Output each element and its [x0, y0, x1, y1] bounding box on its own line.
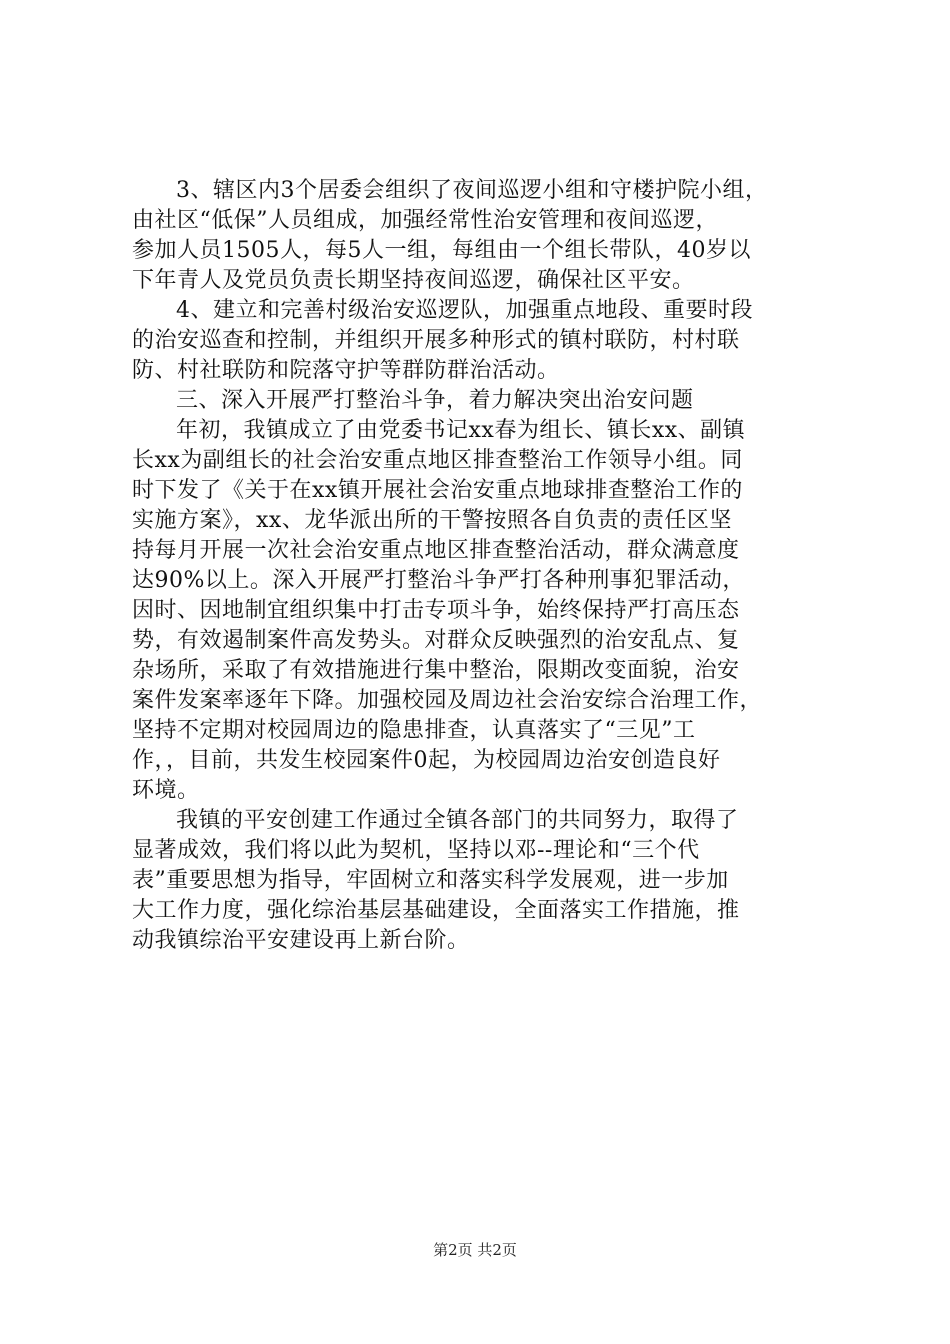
text-line: 表”重要思想为指导，牢固树立和落实科学发展观，进一步加: [132, 868, 729, 893]
text-line: 三、深入开展严打整治斗争，着力解决突出治安问题: [176, 388, 694, 413]
text-line: 参加人员1505人，每5人一组，每组由一个组长带队，40岁以: [132, 238, 751, 263]
text-line: 由社区“低保”人员组成，加强经常性治安管理和夜间巡逻，: [132, 208, 718, 233]
text-line: 环境。: [132, 778, 200, 803]
text-line: 杂场所，采取了有效措施进行集中整治，限期改变面貌，治安: [132, 658, 740, 683]
text-line: 我镇的平安创建工作通过全镇各部门的共同努力，取得了: [176, 808, 739, 833]
text-line: 的治安巡查和控制，并组织开展多种形式的镇村联防，村村联: [132, 328, 740, 353]
text-line: 坚持不定期对校园周边的隐患排查，认真落实了“三见”工: [132, 718, 696, 743]
text-line: 势，有效遏制案件高发势头。对群众反映强烈的治安乱点、复: [132, 628, 740, 653]
text-line: 案件发案率逐年下降。加强校园及周边社会治安综合治理工作，: [132, 688, 763, 713]
text-line: 动我镇综治平安建设再上新台阶。: [132, 928, 470, 953]
text-line: 实施方案》，xx、龙华派出所的干警按照各自负责的责任区坚: [132, 508, 732, 533]
text-line: 年初，我镇成立了由党委书记xx春为组长、镇长xx、副镇: [176, 418, 746, 443]
text-line: 因时、因地制宜组织集中打击专项斗争，始终保持严打高压态: [132, 598, 740, 623]
text-line: 下年青人及党员负责长期坚持夜间巡逻，确保社区平安。: [132, 268, 695, 293]
text-line: 作，，目前，共发生校园案件0起，为校园周边治安创造良好: [132, 748, 721, 773]
text-line: 持每月开展一次社会治安重点地区排查整治活动，群众满意度: [132, 538, 740, 563]
text-line: 长xx为副组长的社会治安重点地区排查整治工作领导小组。同: [132, 448, 743, 473]
text-line: 显著成效，我们将以此为契机，坚持以邓--理论和“三个代: [132, 838, 700, 863]
document-body: [132, 176, 832, 956]
text-line: 防、村社联防和院落守护等群防群治活动。: [132, 358, 560, 383]
text-line: 3、辖区内3个居委会组织了夜间巡逻小组和守楼护院小组，: [176, 178, 768, 203]
text-line: 大工作力度，强化综治基层基础建设，全面落实工作措施，推: [132, 898, 740, 923]
text-line: 达90%以上。深入开展严打整治斗争严打各种刑事犯罪活动，: [132, 568, 745, 593]
text-line: 时下发了《关于在xx镇开展社会治安重点地球排查整治工作的: [132, 478, 743, 503]
page-footer: 第2页 共2页: [433, 1241, 517, 1259]
text-line: 4、建立和完善村级治安巡逻队，加强重点地段、重要时段: [176, 298, 753, 323]
